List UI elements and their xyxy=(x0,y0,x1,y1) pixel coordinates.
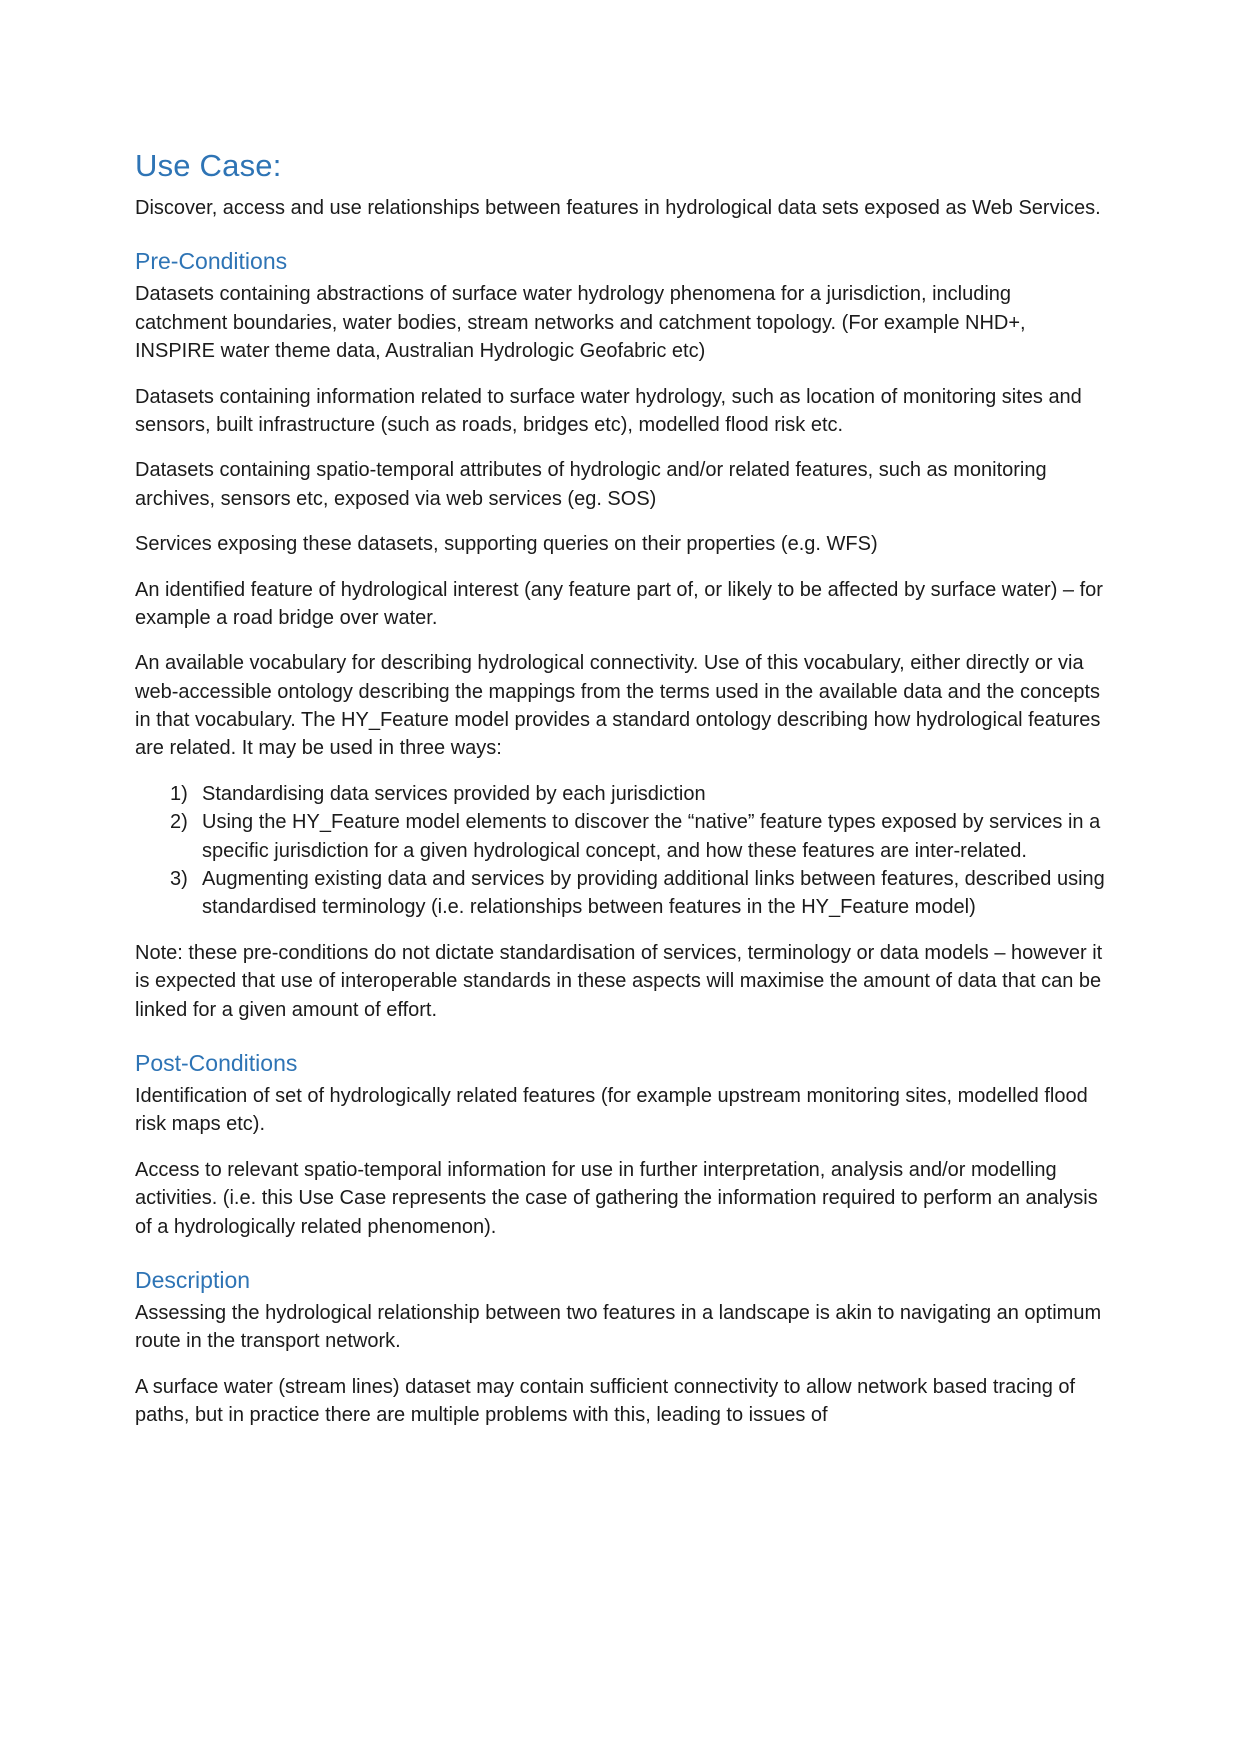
paragraph: An identified feature of hydrological interest (any feature part of, or likely to be affected by surface water) – for example a road bridge over water. xyxy=(135,578,1103,629)
list-item: Augmenting existing data and services by providing additional links between features, described using standardised terminology (i.e. relationships between features in the HY_Feature model) xyxy=(202,868,1105,919)
section-heading-post-conditions: Post-Conditions xyxy=(135,1049,298,1076)
paragraph: Assessing the hydrological relationship between two features in a landscape is akin to navigating an optimum route in the transport network. xyxy=(135,1301,1102,1353)
section-heading-description: Description xyxy=(135,1266,251,1293)
page-title: Use Case: xyxy=(135,148,282,183)
paragraph: Datasets containing information related to surface water hydrology, such as location of monitoring sites and sensors, built infrastructure (such as roads, bridges etc), modelled flood risk etc. xyxy=(135,385,1082,436)
note-paragraph: Note: these pre-conditions do not dictate standardisation of services, terminology or data models – however it is expected that use of interoperable standards in these aspects will maximise the amount of data that can be linked for a given amount of effort. xyxy=(135,941,1103,1021)
list-item: Standardising data services provided by each jurisdiction xyxy=(202,782,706,805)
paragraph: Access to relevant spatio-temporal information for use in further interpretation, analysis and/or modelling activities. (i.e. this Use Case represents the case of gathering the information required to perform an analysis of a hydrologically related phenomenon). xyxy=(135,1158,1098,1238)
intro-paragraph: Discover, access and use relationships between features in hydrological data sets exposed as Web Services. xyxy=(135,197,1101,219)
paragraph: Services exposing these datasets, supporting queries on their properties (e.g. WFS) xyxy=(135,533,878,556)
section-post-conditions xyxy=(135,1050,1105,1241)
paragraph: An available vocabulary for describing hydrological connectivity. Use of this vocabulary, either directly or via web-accessible ontology describing the mappings from the terms used in the available data and the concepts in that vocabulary. The HY_Feature model provides a standard ontology describing how hydrological features are related. It may be used in three ways: xyxy=(135,652,1101,760)
section-description xyxy=(135,1267,1105,1430)
section-heading-pre-conditions: Pre-Conditions xyxy=(135,248,288,275)
section-pre-conditions xyxy=(135,248,1105,1024)
numbered-list xyxy=(170,780,1105,922)
paragraph: Datasets containing abstractions of surface water hydrology phenomena for a jurisdiction, including catchment boundaries, water bodies, stream networks and catchment topology. (For example NHD+, INSPIRE water theme data, Australian Hydrologic Geofabric etc) xyxy=(135,283,1026,363)
paragraph: Identification of set of hydrologically related features (for example upstream monitoring sites, modelled flood risk maps etc). xyxy=(135,1084,1088,1136)
list-item: Using the HY_Feature model elements to discover the “native” feature types exposed by services in a specific jurisdiction for a given hydrological concept, and how these features are inter-related. xyxy=(202,811,1101,862)
paragraph: A surface water (stream lines) dataset may contain sufficient connectivity to allow network based tracing of paths, but in practice there are multiple problems with this, leading to issues of xyxy=(135,1375,1076,1427)
paragraph: Datasets containing spatio-temporal attributes of hydrologic and/or related features, such as monitoring archives, sensors etc, exposed via web services (eg. SOS) xyxy=(135,459,1047,510)
